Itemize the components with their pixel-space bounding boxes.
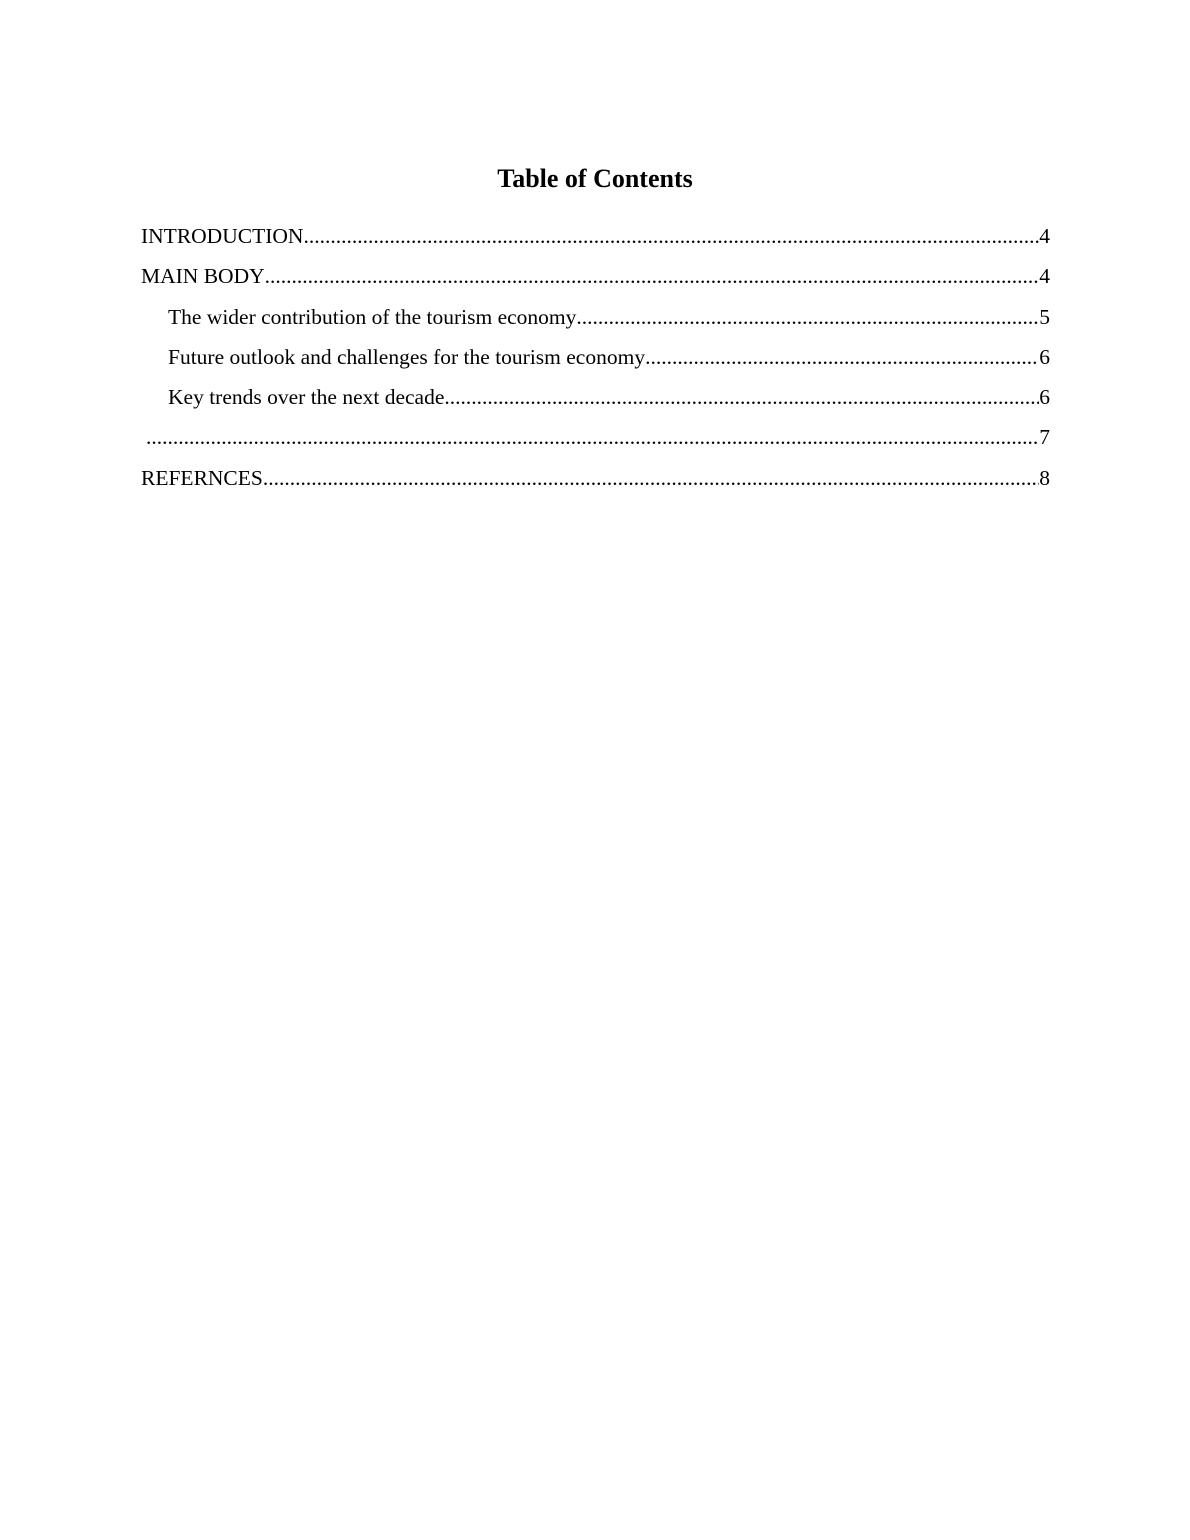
toc-page-number: 5	[1039, 304, 1050, 329]
toc-page-number: 4	[1039, 224, 1050, 248]
toc-entry-untitled[interactable]	[141, 422, 1050, 462]
toc-entry-main-body[interactable]	[141, 261, 1050, 301]
toc-list	[141, 221, 1050, 503]
toc-entry-future-outlook[interactable]	[141, 342, 1050, 382]
toc-page-number: 4	[1039, 264, 1050, 289]
toc-entry-wider-contribution[interactable]	[141, 302, 1050, 342]
toc-entry-label: REFERNCES	[141, 465, 263, 490]
toc-dot-leader	[263, 463, 1039, 493]
toc-entry-label: INTRODUCTION	[141, 224, 304, 248]
toc-page-number: 7	[1039, 425, 1050, 450]
toc-page-number: 6	[1039, 385, 1050, 410]
toc-entry-label: MAIN BODY	[141, 264, 265, 289]
toc-dot-leader	[645, 342, 1039, 372]
toc-entry-introduction[interactable]	[141, 221, 1050, 261]
toc-dot-leader	[303, 221, 1039, 251]
toc-dot-leader	[576, 302, 1039, 332]
toc-entry-key-trends[interactable]	[141, 382, 1050, 422]
toc-entry-label: The wider contribution of the tourism economy	[168, 304, 577, 329]
toc-page-number: 6	[1039, 344, 1050, 369]
toc-dot-leader	[265, 261, 1040, 291]
toc-page-number: 8	[1039, 465, 1050, 490]
toc-entry-label: Future outlook and challenges for the tourism economy	[168, 344, 646, 369]
toc-entry-label: Key trends over the next decade	[168, 385, 445, 410]
toc-title: Table of Contents	[497, 164, 693, 193]
toc-dot-leader	[146, 422, 1039, 452]
toc-dot-leader	[444, 382, 1039, 412]
toc-entry-references[interactable]	[141, 463, 1050, 503]
